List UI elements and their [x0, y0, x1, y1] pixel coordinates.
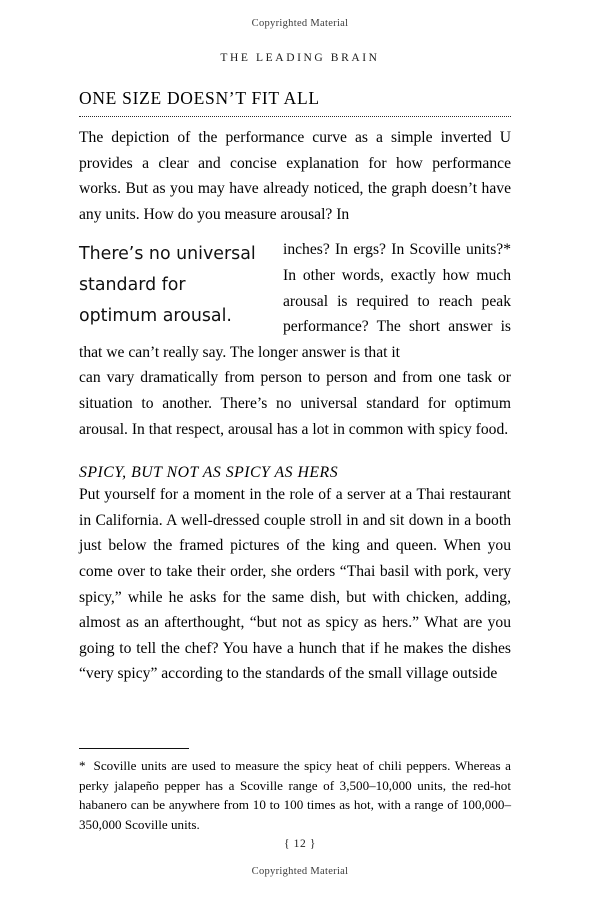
watermark-bottom: Copyrighted Material — [251, 866, 349, 877]
paragraph-intro-continued-a: inches? In ergs? In Scoville units?* In other words, exactly how much arousal is required to reach peak performance? The short answer is that we can’t really say. The longer answer is that it — [79, 241, 511, 361]
dotted-divider — [79, 113, 511, 117]
paragraph-intro-continued-b: can vary dramatically from person to person and from one task or situation to another. There’s no universal standard for optimum arousal. In that respect, arousal has a lot in common with spicy food. — [79, 369, 511, 438]
running-head: THE LEADING BRAIN — [220, 52, 380, 64]
subsection-title: SPICY, BUT NOT AS SPICY AS HERS — [79, 464, 339, 482]
page-content — [79, 88, 511, 687]
footnote-block — [79, 748, 511, 834]
watermark-top: Copyrighted Material — [251, 18, 349, 29]
pullquote: There’s no universal standard for optimum arousal. — [79, 244, 256, 327]
paragraph-spicy: Put yourself for a moment in the role of a server at a Thai restaurant in California. A well-dressed couple stroll in and sit down in a booth just below the framed pictures of the king and queen. When you come over to take their order, she orders “Thai basil with pork, very spicy,” while he asks for the same dish, but with chicken, adding, almost as an afterthought, “but not as spicy as hers.” What are you going to tell the chef? You have a hunch that if he makes the dishes “very spicy” according to the standards of the small village outside — [79, 486, 511, 683]
paragraph-intro: The depiction of the performance curve as a simple inverted U provides a clear and concise explanation for how performance works. But as you may have already noticed, the graph doesn’t have any units. How do you measure arousal? In — [79, 129, 511, 223]
footnote-marker: * — [79, 758, 86, 773]
section-title: ONE SIZE DOESN’T FIT ALL — [79, 88, 320, 108]
footnote-body: Scoville units are used to measure the spicy heat of chili peppers. Whereas a perky jalapeño pepper has a Scoville range of 3,500–10,000 units, the red-hot habanero can be anywhere from 10 to 100 times as hot, with a range of 100,000–350,000 Scoville units. — [79, 758, 511, 832]
pullquote-block — [79, 237, 511, 442]
footnote-divider — [79, 748, 189, 749]
page-number: { 12 } — [284, 838, 316, 850]
footnote-text — [79, 756, 511, 834]
